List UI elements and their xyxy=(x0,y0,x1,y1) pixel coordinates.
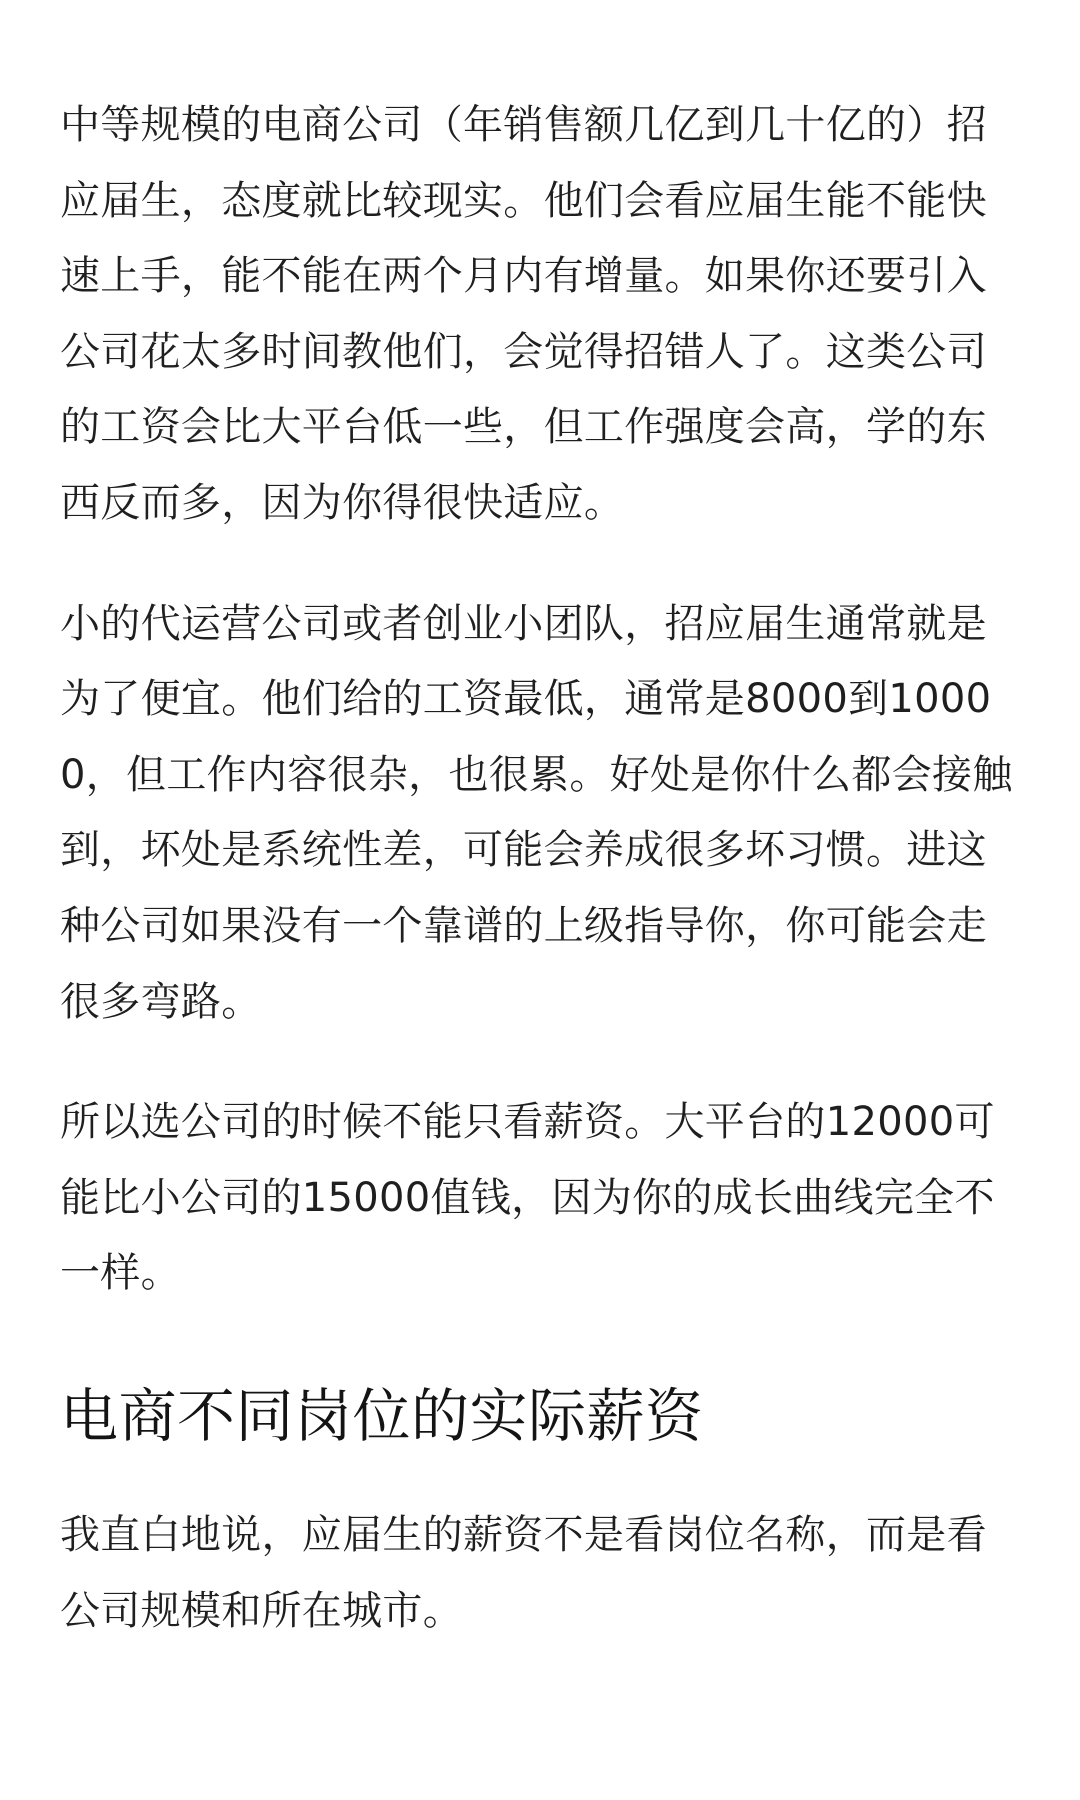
section-heading: 电商不同岗位的实际薪资 xyxy=(60,1381,704,1450)
paragraph-mid-size-companies: 中等规模的电商公司（年销售额几亿到几十亿的）招应届生，态度就比较现实。他们会看应届生能不能快速上手，能不能在两个月内有增量。如果你还要引入公司花太多时间教他们，会觉得招错人了。这类公司的工资会比大平台低一些，但工作强度会高，学的东西反而多，因为你得很快适应。 xyxy=(60,102,987,526)
paragraph-small-agencies: 小的代运营公司或者创业小团队，招应届生通常就是为了便宜。他们给的工资最低，通常是8000到10000，但工作内容很杂，也很累。好处是你什么都会接触到，坏处是系统性差，可能会养成很多坏习惯。进这种公司如果没有一个靠谱的上级指导你，你可能会走很多弯路。 xyxy=(60,600,1013,1025)
article-body xyxy=(60,88,1025,1649)
paragraph-salary-intro: 我直白地说，应届生的薪资不是看岗位名称，而是看公司规模和所在城市。 xyxy=(60,1511,987,1634)
paragraph-choose-company: 所以选公司的时候不能只看薪资。大平台的12000可能比小公司的15000值钱，因为你的成长曲线完全不一样。 xyxy=(60,1099,995,1297)
